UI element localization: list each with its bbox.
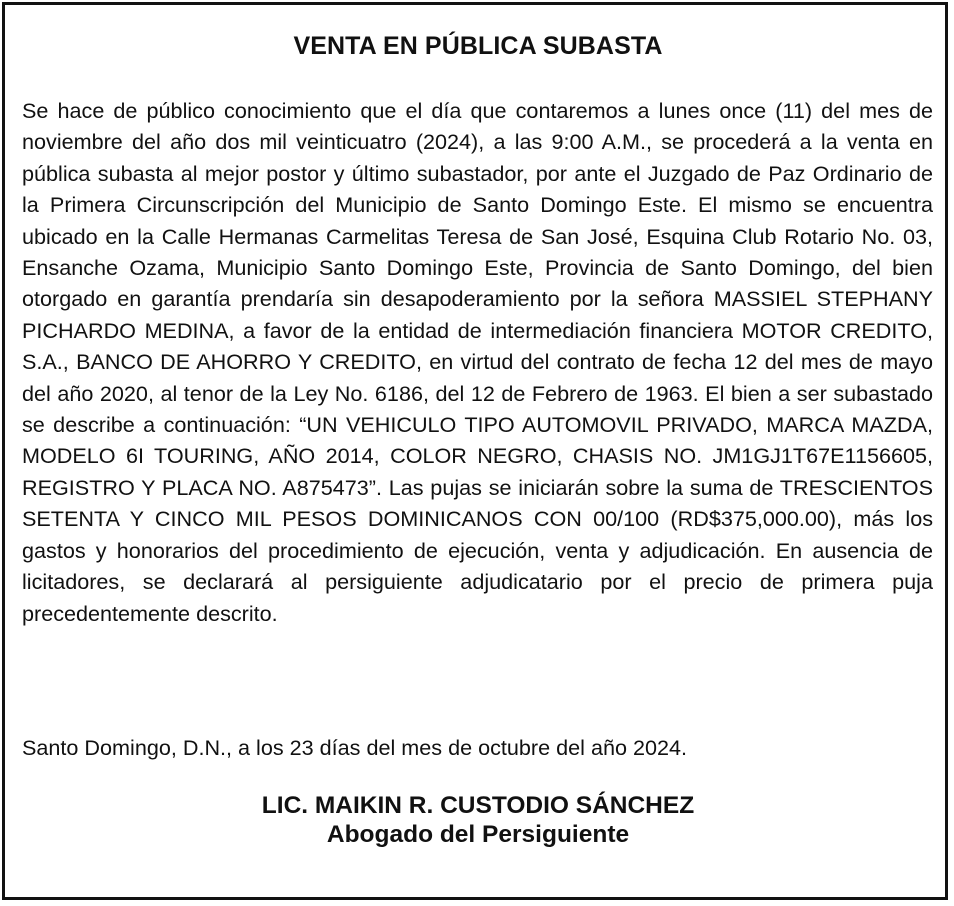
legal-notice-frame <box>2 2 948 900</box>
notice-body-paragraph: Se hace de público conocimiento que el día que contaremos a lunes once (11) del mes de noviembre del año dos mil veinticuatro (2024), a las 9:00 A.M., se procederá a la venta en pública subasta al mejor postor y último subastador, por ante el Juzgado de Paz Ordinario de la Primera Circunscripción del Municipio de Santo Domingo Este. El mismo se encuentra ubicado en la Calle Hermanas Carmelitas Teresa de San José, Esquina Club Rotario No. 03, Ensanche Ozama, Municipio Santo Domingo Este, Provincia de Santo Domingo, del bien otorgado en garantía prendaría sin desapoderamiento por la señora MASSIEL STEPHANY PICHARDO MEDINA, a favor de la entidad de intermediación financiera MOTOR CREDITO, S.A., BANCO DE AHORRO Y CREDITO, en virtud del contrato de fecha 12 del mes de mayo del año 2020, al tenor de la Ley No. 6186, del 12 de Febrero de 1963. El bien a ser subastado se describe a continuación: “UN VEHICULO TIPO AUTOMOVIL PRIVADO, MARCA MAZDA, MODELO 6I TOURING, AÑO 2014, COLOR NEGRO, CHASIS NO. JM1GJ1T67E1156605, REGISTRO Y PLACA NO. A875473”. Las pujas se iniciarán sobre la suma de TRESCIENTOS SETENTA Y CINCO MIL PESOS DOMINICANOS CON 00/100 (RD$375,000.00), más los gastos y honorarios del procedimiento de ejecución, venta y adjudicación. En ausencia de licitadores, se declarará al persiguiente adjudicatario por el precio de primera puja precedentemente descrito. <box>22 98 933 626</box>
signatory-name: LIC. MAIKIN R. CUSTODIO SÁNCHEZ <box>261 792 695 819</box>
notice-title: VENTA EN PÚBLICA SUBASTA <box>293 32 663 60</box>
signatory-role: Abogado del Persiguiente <box>326 821 630 848</box>
notice-dateline: Santo Domingo, D.N., a los 23 días del mes de octubre del año 2024. <box>22 735 688 760</box>
signature-block <box>5 791 951 849</box>
